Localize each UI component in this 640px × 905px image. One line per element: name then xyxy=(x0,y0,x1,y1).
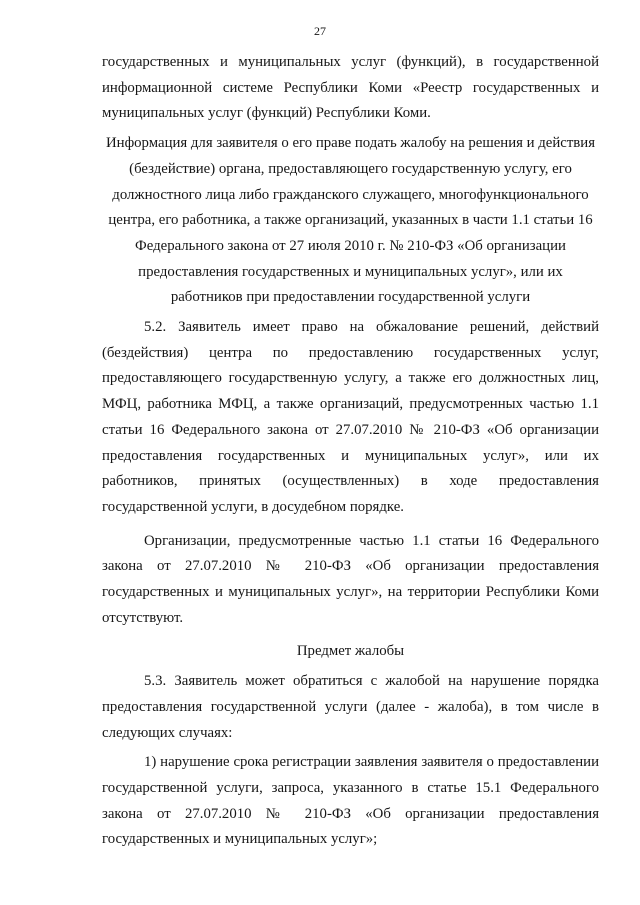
heading-line: Федерального закона от 27 июля 2010 г. № 210-ФЗ «Об организации xyxy=(135,237,566,254)
section-heading-complaint-subject: Предмет жалобы xyxy=(296,643,405,660)
heading-line: работников при предоставлении государственной услуги xyxy=(170,289,531,306)
paragraph-registry-continuation: государственных и муниципальных услуг (функций), в государственной информационной системе Республики Коми «Реестр государственных и муниципальных услуг (функций) Республики Коми. xyxy=(102,54,599,122)
heading-line: предоставления государственных и муниципальных услуг», или их xyxy=(138,263,563,280)
section-heading-appeal-rights xyxy=(102,131,599,311)
heading-line: должностного лица либо гражданского служащего, многофункционального xyxy=(112,186,589,203)
heading-line: (бездействие) органа, предоставляющего государственную услугу, его xyxy=(129,160,572,177)
heading-line: Информация для заявителя о его праве подать жалобу на решения и действия xyxy=(105,135,596,152)
list-item-1: 1) нарушение срока регистрации заявления заявителя о предоставлении государственной услуги, запроса, указанного в статье 15.1 Федерального закона от 27.07.2010 № 210-ФЗ «Об организации предоставления государственных и муниципальных услуг»; xyxy=(102,754,599,848)
paragraph-5-3: 5.3. Заявитель может обратиться с жалобой на нарушение порядка предоставления государственной услуги (далее - жалоба), в том числе в следующих случаях: xyxy=(102,673,599,741)
paragraph-5-2: 5.2. Заявитель имеет право на обжалование решений, действий (бездействия) центра по предоставлению государственных услуг, предоставляющего государственную услугу, а также его должностных лиц, МФЦ, работника МФЦ, а также организаций, предусмотренных частью 1.1 статьи 16 Федерального закона от 27.07.2010 № 210-ФЗ «Об организации предоставления государственных и муниципальных услуг», или их работников, принятых (осуществленных) в ходе предоставления государственной услуги, в досудебном порядке. xyxy=(102,319,599,515)
page-number: 27 xyxy=(314,24,326,38)
heading-line: центра, его работника, а также организаций, указанных в части 1.1 статьи 16 xyxy=(108,212,593,229)
paragraph-organizations: Организации, предусмотренные частью 1.1 статьи 16 Федерального закона от 27.07.2010 № 210-ФЗ «Об организации предоставления государственных и муниципальных услуг», на территории Республики Коми отсутствуют. xyxy=(102,532,599,626)
document-body xyxy=(102,50,599,853)
